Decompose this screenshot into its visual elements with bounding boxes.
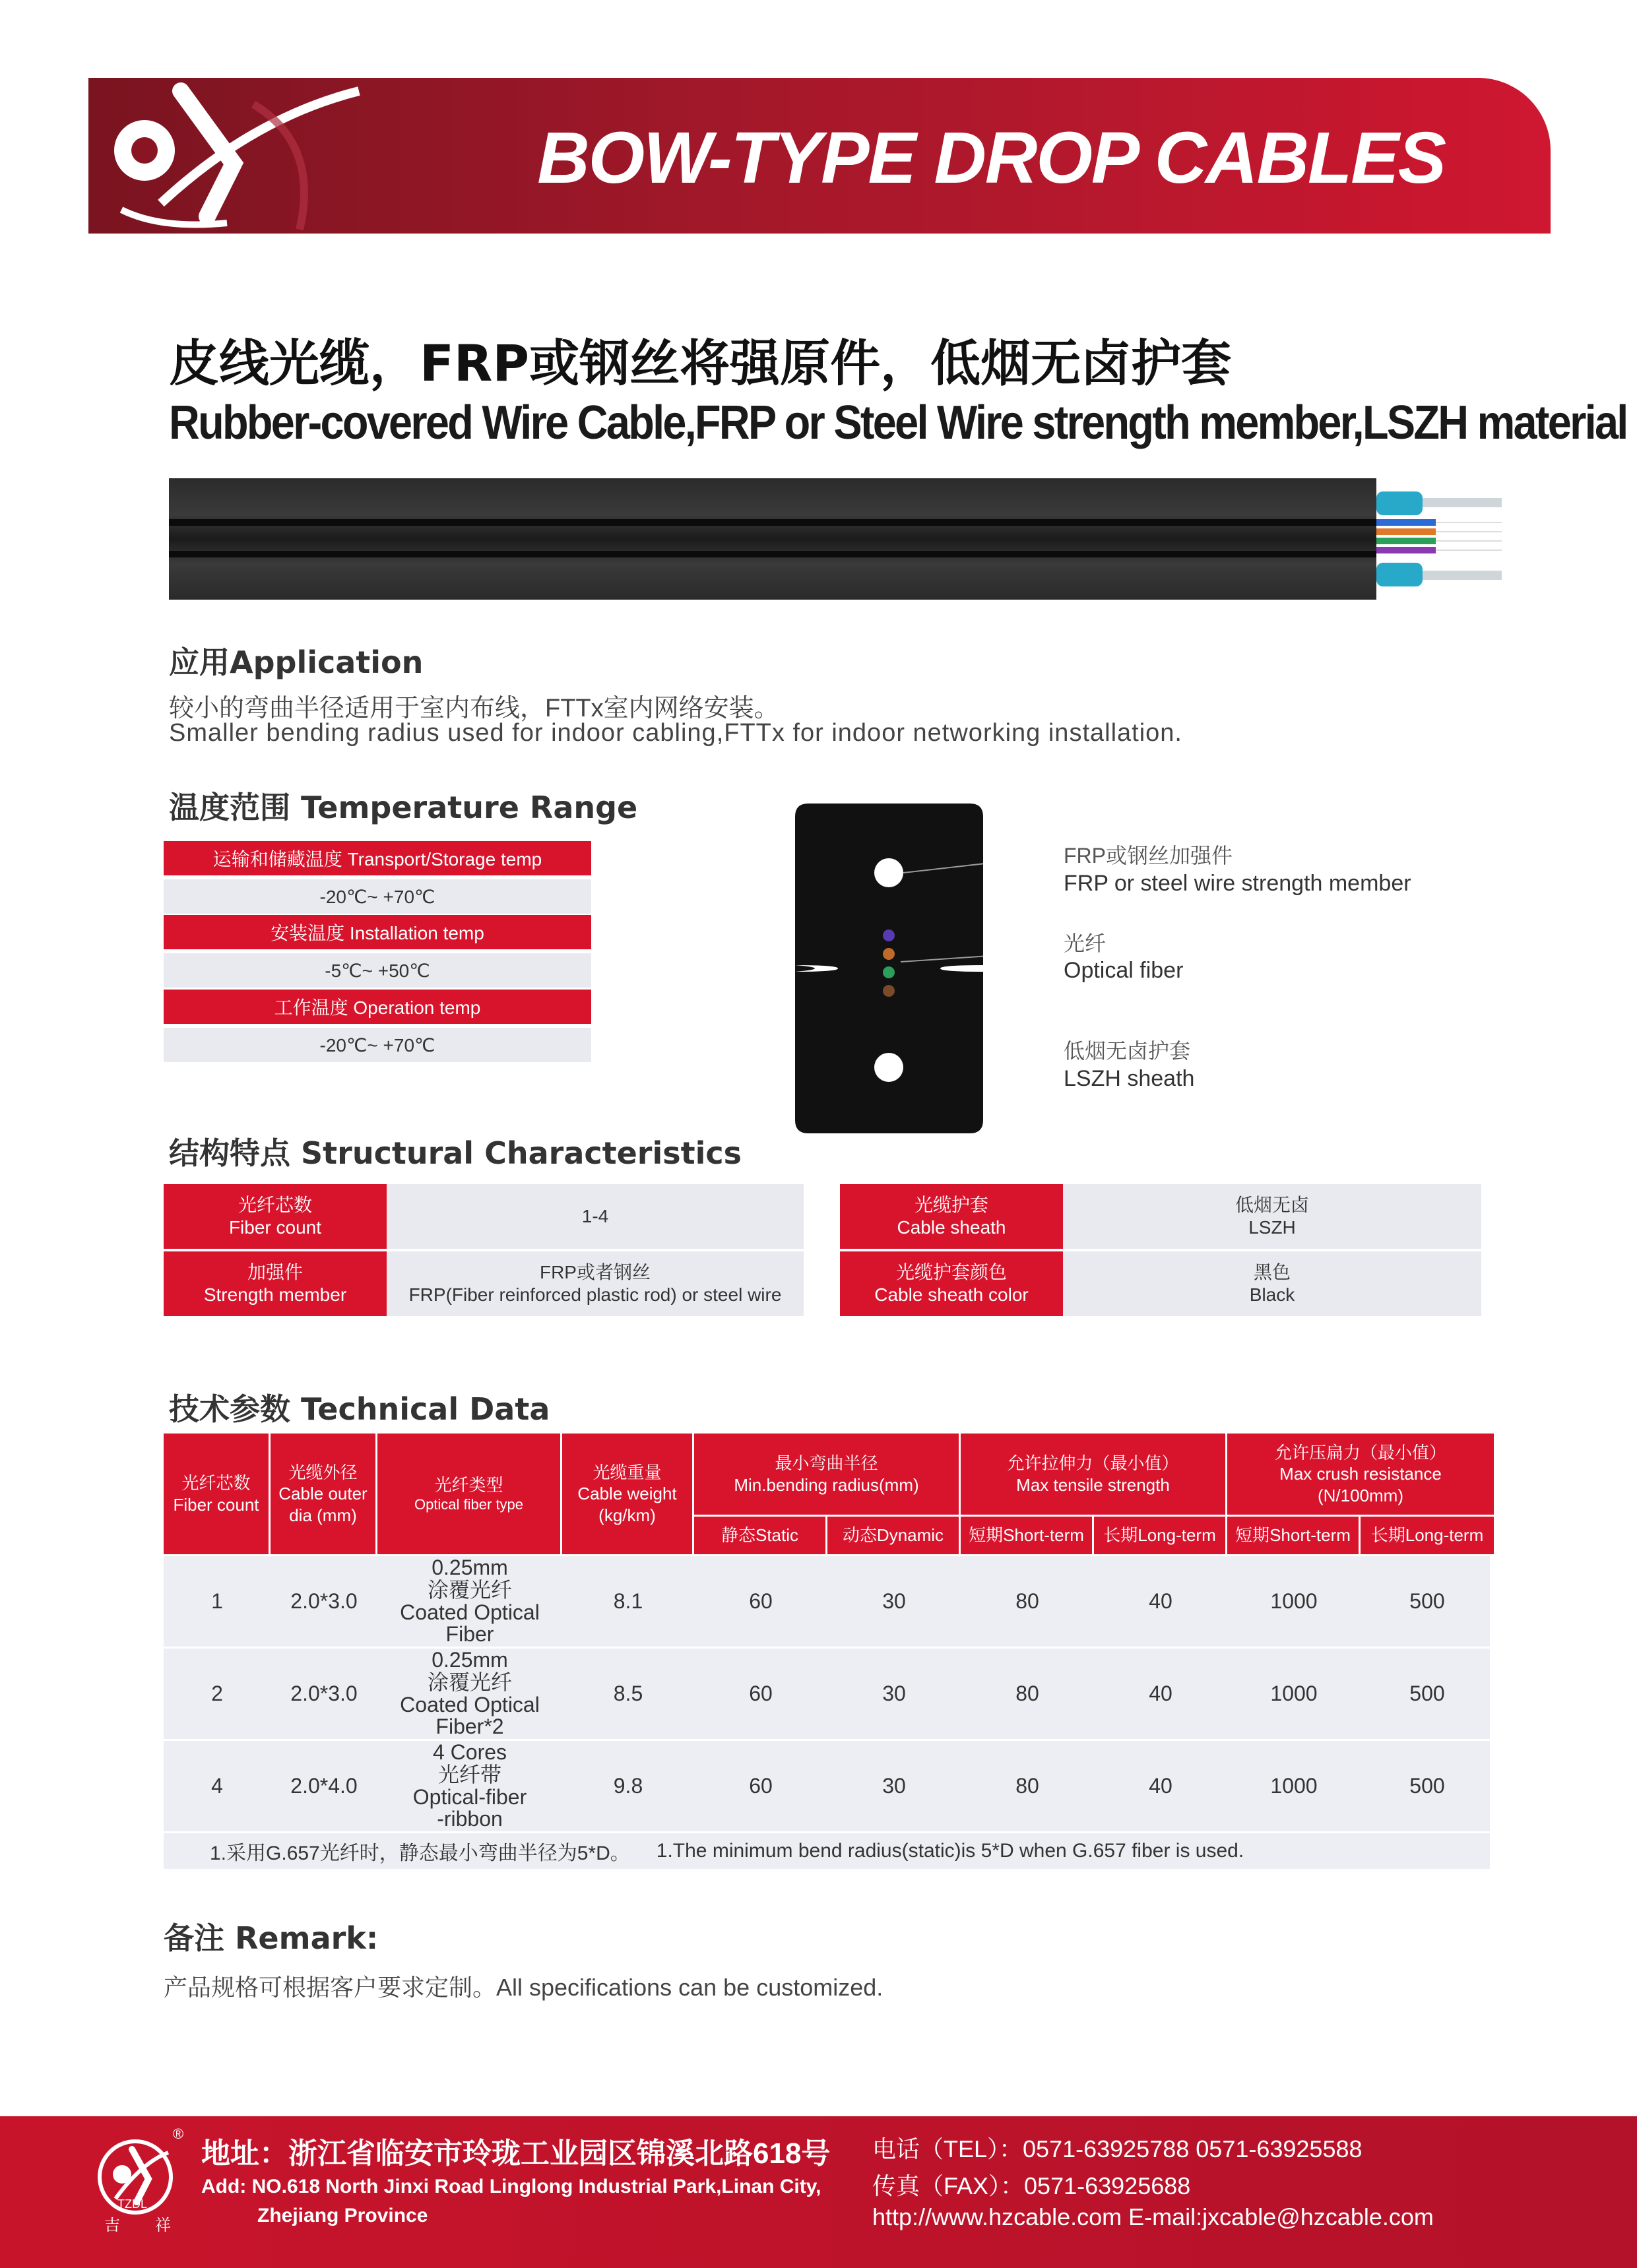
th-crush-long: 长期Long-term <box>1361 1517 1494 1556</box>
table-row-1-crush-long: 500 <box>1409 1589 1445 1613</box>
struct-sheath-color-value: 黑色 Black <box>1063 1251 1481 1316</box>
struct-strength-label: 加强件 Strength member <box>164 1251 387 1316</box>
footer-address-en-1: Add: NO.618 North Jinxi Road Linglong Industrial Park,Linan City, <box>201 2176 821 2197</box>
temp-transport-value: -20℃~ +70℃ <box>164 879 591 914</box>
table-row-2-count: 2 <box>211 1681 223 1705</box>
temp-operation-value: -20℃~ +70℃ <box>164 1028 591 1062</box>
footer <box>0 2116 1637 2268</box>
company-logo-icon <box>82 65 425 256</box>
application-text-cn: 较小的弯曲半径适用于室内布线，FTTx室内网络安装。 <box>169 695 779 722</box>
table-row-2-dynamic: 30 <box>882 1681 906 1705</box>
table-row-1-crush-short: 1000 <box>1270 1589 1318 1613</box>
temperature-heading: 温度范围 Temperature Range <box>169 790 638 825</box>
footer-address-cn: 地址：浙江省临安市玲珑工业园区锦溪北路618号 <box>201 2137 831 2170</box>
struct-sheath-color-label: 光缆护套颜色 Cable sheath color <box>840 1251 1063 1316</box>
table-row-2-crush-long: 500 <box>1409 1681 1445 1705</box>
temp-operation-label: 工作温度 Operation temp <box>164 990 591 1024</box>
table-row-1-tensile-long: 40 <box>1149 1589 1172 1613</box>
application-heading: 应用Application <box>169 645 424 680</box>
th-crush: 允许压扁力（最小值） Max crush resistance (N/100mm) <box>1227 1433 1494 1517</box>
table-row-3-static: 60 <box>749 1773 773 1798</box>
table-row-1-static: 60 <box>749 1589 773 1613</box>
table-row-3-crush-long: 500 <box>1409 1773 1445 1798</box>
footer-logo-char-2: 祥 <box>155 2217 171 2234</box>
label-fiber-cn: 光纤 <box>1064 931 1107 955</box>
table-row-2-type: 0.25mm 涂覆光纤 Coated Optical Fiber*2 <box>400 1648 540 1739</box>
table-row-3-dia: 2.0*4.0 <box>290 1773 358 1798</box>
th-tensile: 允许拉伸力（最小值） Max tensile strength <box>961 1433 1227 1517</box>
application-text-en: Smaller bending radius used for indoor cabling,FTTx for indoor networking installation. <box>169 719 1182 747</box>
remark-text: 产品规格可根据客户要求定制。All specifications can be customized. <box>164 1974 883 2001</box>
label-fiber-en: Optical fiber <box>1064 958 1184 983</box>
temp-installation-value: -5℃~ +50℃ <box>164 953 591 988</box>
temp-installation-label: 安装温度 Installation temp <box>164 915 591 949</box>
footer-tel: 电话（TEL）：0571-63925788 0571-63925588 <box>872 2135 1363 2162</box>
th-crush-short: 短期Short-term <box>1227 1517 1361 1556</box>
table-row-3-dynamic: 30 <box>882 1773 906 1798</box>
struct-strength-value: FRP或者钢丝 FRP(Fiber reinforced plastic rod) or steel wire <box>387 1251 804 1316</box>
footer-fax: 传真（FAX）：0571-63925688 <box>872 2172 1191 2199</box>
th-weight: 光缆重量 Cable weight (kg/km) <box>562 1433 694 1556</box>
footer-address-en-2: Zhejiang Province <box>257 2205 428 2226</box>
registered-mark: ® <box>173 2126 184 2142</box>
th-outer-dia: 光缆外径 Cable outer dia (mm) <box>271 1433 377 1556</box>
table-row-1-tensile-short: 80 <box>1015 1589 1039 1613</box>
table-row-2-static: 60 <box>749 1681 773 1705</box>
table-row-2-dia: 2.0*3.0 <box>290 1681 358 1705</box>
label-strength-cn: FRP或钢丝加强件 <box>1064 844 1233 867</box>
label-sheath-cn: 低烟无卤护套 <box>1064 1039 1191 1063</box>
label-sheath-en: LSZH sheath <box>1064 1066 1195 1091</box>
footer-logo-small: TZDL <box>117 2197 147 2211</box>
cable-cross-section-diagram <box>795 803 983 1133</box>
table-row-1-count: 1 <box>211 1589 223 1613</box>
table-row-1-dynamic: 30 <box>882 1589 906 1613</box>
struct-fiber-count-label: 光纤芯数 Fiber count <box>164 1184 387 1249</box>
struct-sheath-value: 低烟无卤 LSZH <box>1063 1184 1481 1249</box>
label-strength-en: FRP or steel wire strength member <box>1064 871 1411 896</box>
table-row-3-type: 4 Cores 光纤带 Optical-fiber -ribbon <box>412 1740 527 1831</box>
th-bend-radius: 最小弯曲半径 Min.bending radius(mm) <box>694 1433 961 1517</box>
table-row-1-type: 0.25mm 涂覆光纤 Coated Optical Fiber <box>400 1556 540 1647</box>
table-row-1-weight: 8.1 <box>613 1589 643 1613</box>
struct-fiber-count-value: 1-4 <box>387 1184 804 1249</box>
strength-member-top <box>874 858 903 887</box>
title-chinese: 皮线光缆，FRP或钢丝将强原件，低烟无卤护套 <box>169 334 1232 393</box>
table-note: 1.采用G.657光纤时，静态最小弯曲半径为5*D。 1.The minimum bend radius(static)is 5*D when G.657 fiber is used. <box>210 1840 1244 1864</box>
table-row-3-tensile-short: 80 <box>1015 1773 1039 1798</box>
strength-member-bottom <box>874 1053 903 1082</box>
table-row-3-tensile-long: 40 <box>1149 1773 1172 1798</box>
technical-data-table <box>164 1433 1490 1869</box>
footer-web-email[interactable]: http://www.hzcable.com E-mail:jxcable@hzcable.com <box>872 2203 1434 2230</box>
th-tensile-long: 长期Long-term <box>1094 1517 1227 1556</box>
table-row-2-tensile-long: 40 <box>1149 1681 1172 1705</box>
technical-heading: 技术参数 Technical Data <box>169 1391 550 1427</box>
th-dynamic: 动态Dynamic <box>827 1517 961 1556</box>
header-banner <box>88 78 1551 234</box>
table-row-2-crush-short: 1000 <box>1270 1681 1318 1705</box>
table-row-3-count: 4 <box>211 1773 223 1798</box>
page-title: BOW-TYPE DROP CABLES <box>537 117 1445 199</box>
th-fiber-count: 光纤芯数 Fiber count <box>164 1433 271 1556</box>
th-static: 静态Static <box>694 1517 827 1556</box>
table-row-1-dia: 2.0*3.0 <box>290 1589 358 1613</box>
table-row-2-tensile-short: 80 <box>1015 1681 1039 1705</box>
structural-heading: 结构特点 Structural Characteristics <box>169 1135 742 1171</box>
remark-heading: 备注 Remark: <box>164 1920 379 1956</box>
th-fiber-type: 光纤类型 Optical fiber type <box>377 1433 562 1556</box>
struct-sheath-label: 光缆护套 Cable sheath <box>840 1184 1063 1249</box>
title-english: Rubber-covered Wire Cable,FRP or Steel Wire strength member,LSZH material <box>169 396 1627 449</box>
th-tensile-short: 短期Short-term <box>961 1517 1094 1556</box>
footer-logo-char-1: 吉 <box>104 2217 120 2234</box>
cable-fiber-ends-icon <box>1376 478 1627 600</box>
table-row-3-weight: 9.8 <box>613 1773 643 1798</box>
temp-transport-label: 运输和储藏温度 Transport/Storage temp <box>164 841 591 875</box>
cable-photo <box>169 478 1376 600</box>
table-row-3-crush-short: 1000 <box>1270 1773 1318 1798</box>
table-row-2-weight: 8.5 <box>613 1681 643 1705</box>
